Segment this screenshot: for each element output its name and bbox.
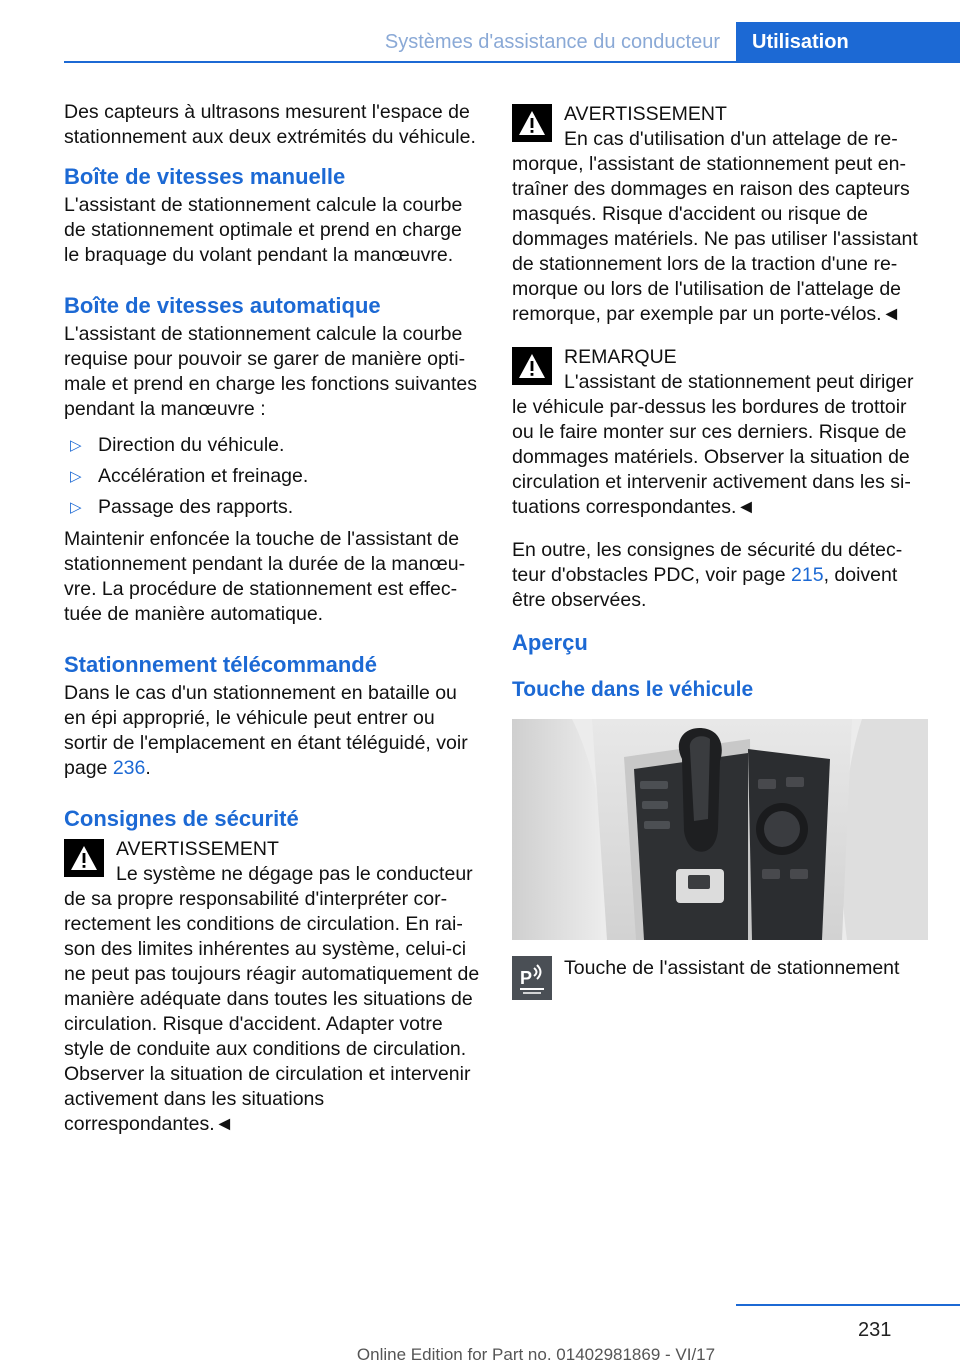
page-number: 231 (858, 1319, 892, 1341)
intro-paragraph: Des capteurs à ultrasons mesurent l'espace de stationnement aux deux extrémités du véhicule. (64, 101, 476, 148)
overview-heading: Aperçu (512, 630, 588, 655)
header-rule (64, 61, 960, 63)
center-console-photo (512, 719, 928, 940)
right-column (512, 100, 928, 1004)
caption-block (512, 956, 928, 1004)
page-link-215[interactable]: 215 (791, 564, 824, 586)
automatic-gearbox-paragraph: L'assistant de stationnement calcule la courbe requise pour pouvoir se garer de manière optimale et prend en charge les fonctions suivantes pendant la manœuvre : (64, 323, 477, 420)
bullet-triangle-icon: ▷ (70, 437, 82, 454)
warning-text: En cas d'utilisation d'un attelage de remorque, l'assistant de stationnement peut entraîner des dommages en raison des capteurs masqués. Risque d'accident ou risque de dommages matériels. Ne pas utiliser l'assistant de stationnement lors de la traction d'une remorque ou lors de l'utilisation de l'attelage de remorque, par exemple par un porte-vélos.◄ (512, 128, 918, 325)
functions-list (64, 433, 480, 520)
list-item-text: Direction du véhicule. (98, 434, 285, 456)
warning-block (512, 102, 928, 327)
remote-parking-end: . (145, 757, 151, 779)
warning-block (64, 837, 480, 1137)
bullet-triangle-icon: ▷ (70, 499, 82, 516)
safety-heading: Consignes de sécurité (64, 806, 299, 831)
manual-gearbox-paragraph: L'assistant de stationnement calcule la courbe de stationnement optimale et prend en charge le braquage du volant pendant la manœuvre. (64, 194, 463, 266)
warning-triangle-icon (512, 347, 552, 385)
footer-rule (736, 1304, 960, 1306)
list-item (64, 433, 480, 458)
note-title: REMARQUE (564, 346, 677, 368)
caption-text: Touche de l'assistant de stationnement (564, 957, 900, 979)
header-section-title: Systèmes d'assistance du conducteur (384, 31, 720, 53)
warning-title: AVERTISSEMENT (116, 838, 279, 860)
remote-parking-paragraph (64, 681, 480, 781)
list-item (64, 464, 480, 489)
list-item (64, 495, 480, 520)
warning-triangle-icon (512, 104, 552, 142)
remote-parking-text: Dans le cas d'un stationnement en bataille ou en épi approprié, le véhicule peut entrer ou sortir de l'emplacement en étant téléguidé, voir page (64, 682, 468, 779)
list-item-text: Passage des rapports. (98, 496, 294, 518)
note-text: L'assistant de stationnement peut diriger le véhicule par-dessus les bordures de trottoir ou le faire monter sur ces derniers. Risque de dommages matériels. Observer la situation de circulation et intervenir activement dans les situations correspondantes.◄ (512, 371, 914, 518)
header-chapter-tab[interactable]: Utilisation (736, 22, 960, 62)
button-in-vehicle-heading: Touche dans le véhicule (512, 678, 754, 701)
list-item-text: Accélération et freinage. (98, 465, 309, 487)
warning-title: AVERTISSEMENT (564, 103, 727, 125)
warning-triangle-icon (64, 839, 104, 877)
note-block (512, 345, 928, 520)
left-column (64, 100, 480, 1151)
pdc-end: , doivent être observées. (512, 564, 898, 611)
bullet-triangle-icon: ▷ (70, 468, 82, 485)
page-link-236[interactable]: 236 (112, 757, 146, 779)
pdc-paragraph (512, 538, 928, 613)
pdc-text: En outre, les consignes de sécurité du détecteur d'obstacles PDC, voir page (512, 539, 903, 586)
manual-gearbox-heading: Boîte de vitesses manuelle (64, 164, 346, 189)
svg-text:P: P (520, 968, 533, 988)
automatic-gearbox-heading: Boîte de vitesses automatique (64, 293, 381, 318)
hold-button-paragraph: Maintenir enfoncée la touche de l'assistant de stationnement pendant la durée de la manœuvre. La procédure de stationnement est effectuée de manière automatique. (64, 528, 466, 625)
remote-parking-heading: Stationnement télécommandé (64, 652, 377, 677)
park-assist-button-icon (512, 956, 552, 1000)
warning-text: Le système ne dégage pas le conducteur de sa propre responsabilité d'interpréter correctement les conditions de circulation. En raison des limites inhérentes au système, celui-ci ne peut pas toujours réagir automatiquement de manière adéquate dans toutes les situations de circulation. Risque d'accident. Adapter votre style de conduite aux conditions de circulation. Observer la situation de circulation et intervenir activement dans les situations correspondantes.◄ (64, 863, 480, 1135)
edition-note: Online Edition for Part no. 01402981869 - VI/17 (356, 1345, 716, 1362)
